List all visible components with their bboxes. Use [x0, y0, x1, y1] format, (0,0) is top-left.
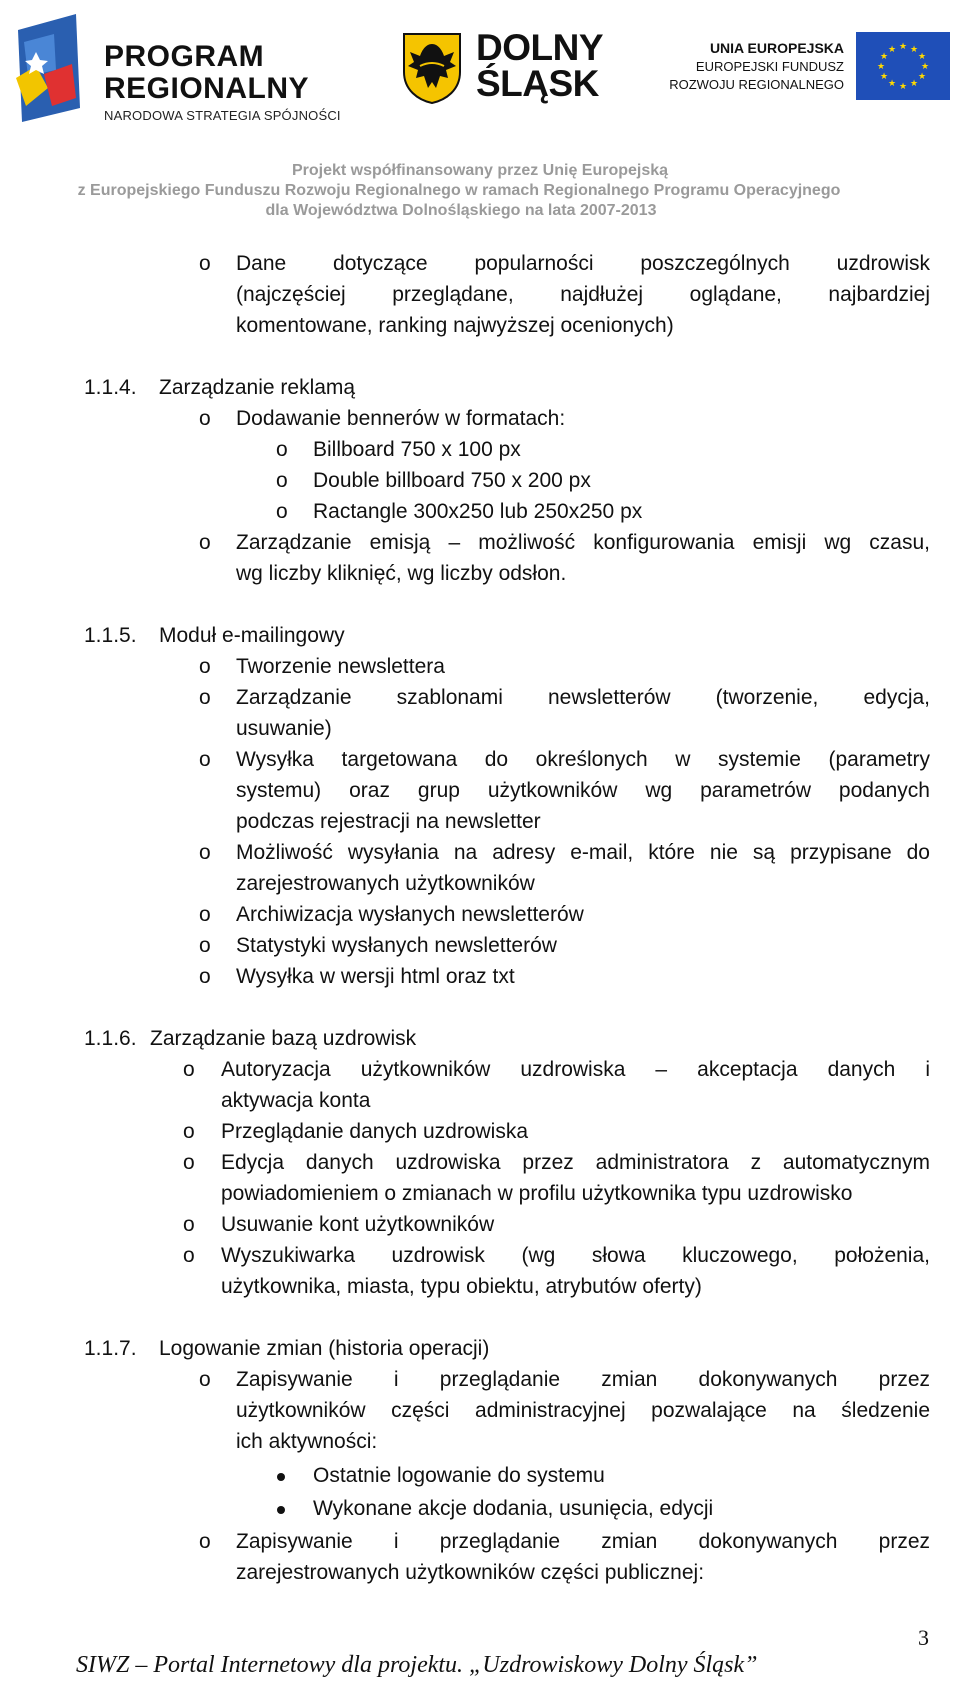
bullet-o: o	[199, 686, 211, 709]
list-item: Wysyłka targetowana do określonych w systemie (parametry	[236, 748, 930, 771]
eu-logo-line2: EUROPEJSKI FUNDUSZ	[695, 59, 844, 74]
section-title: Moduł e-mailingowy	[159, 624, 345, 647]
list-item: Statystyki wysłanych newsletterów	[236, 934, 557, 957]
eagle-crest-icon	[402, 32, 462, 104]
section-title: Logowanie zmian (historia operacji)	[159, 1337, 490, 1360]
svg-text:★: ★	[917, 52, 927, 62]
eu-logo-line3: ROZWOJU REGIONALNEGO	[669, 77, 844, 92]
svg-text:★: ★	[887, 45, 897, 55]
list-item-cont: powiadomieniem o zmianach w profilu użytkownika typu uzdrowisko	[221, 1182, 853, 1205]
bullet-o: o	[199, 965, 211, 988]
list-item: Wyszukiwarka uzdrowisk (wg słowa kluczowego, położenia,	[221, 1244, 930, 1267]
bullet-o: o	[276, 469, 288, 492]
list-item: Zarządzanie emisją – możliwość konfigurowania emisji wg czasu,	[236, 531, 930, 554]
bullet-o: o	[199, 934, 211, 957]
svg-text:★: ★	[917, 72, 927, 82]
cofund-line-3: dla Województwa Dolnośląskiego na lata 2007-2013	[265, 202, 657, 219]
svg-text:★: ★	[879, 72, 889, 82]
bullet-o: o	[183, 1151, 195, 1174]
list-item-cont: usuwanie)	[236, 717, 332, 740]
sub-list-item: Ostatnie logowanie do systemu	[313, 1464, 605, 1487]
list-item-cont: podczas rejestracji na newsletter	[236, 810, 541, 833]
bullet-o: o	[276, 438, 288, 461]
intro-line-2: (najczęściej przeglądane, najdłużej oglądane, najbardziej	[236, 283, 930, 306]
sub-list-item: Billboard 750 x 100 px	[313, 438, 521, 461]
sub-list-item: Ractangle 300x250 lub 250x250 px	[313, 500, 643, 523]
page-number: 3	[918, 1625, 929, 1650]
page-footer: SIWZ – Portal Internetowy dla projektu. „Uzdrowiskowy Dolny Śląsk”	[76, 1652, 758, 1678]
program-logo-line2: REGIONALNY	[104, 72, 310, 105]
bullet-o: o	[199, 407, 211, 430]
list-item-cont: systemu) oraz grup użytkowników wg parametrów podanych	[236, 779, 930, 802]
list-item: Zapisywanie i przeglądanie zmian dokonywanych przez	[236, 1368, 930, 1391]
cofund-line-2: z Europejskiego Funduszu Rozwoju Regionalnego w ramach Regionalnego Programu Operacyjnego	[77, 182, 841, 199]
intro-line-3: komentowane, ranking najwyższej ocenionych)	[236, 314, 674, 337]
list-item: Edycja danych uzdrowiska przez administratora z automatycznym	[221, 1151, 930, 1174]
svg-text:★: ★	[909, 79, 919, 89]
list-item: Tworzenie newslettera	[236, 655, 445, 678]
bullet-o: o	[199, 841, 211, 864]
list-item-cont: ich aktywności:	[236, 1430, 378, 1453]
eu-flag-icon	[856, 32, 950, 100]
svg-text:★: ★	[920, 62, 930, 72]
list-item-cont: użytkownika, miasta, typu obiektu, atrybutów oferty)	[221, 1275, 702, 1298]
bullet-o: o	[199, 1368, 211, 1391]
sub-list-item: Wykonane akcje dodania, usunięcia, edycji	[313, 1497, 714, 1520]
svg-text:★: ★	[898, 42, 908, 52]
svg-text:★: ★	[898, 82, 908, 92]
bullet-o: o	[199, 531, 211, 554]
list-item-cont: zarejestrowanych użytkowników	[236, 872, 535, 895]
section-number: 1.1.4.	[84, 376, 137, 399]
svg-text:★: ★	[876, 62, 886, 72]
section-number: 1.1.5.	[84, 624, 137, 647]
list-item: Archiwizacja wysłanych newsletterów	[236, 903, 584, 926]
section-number: 1.1.6.	[84, 1027, 137, 1050]
bullet-o: o	[183, 1244, 195, 1267]
list-item-cont: aktywacja konta	[221, 1089, 371, 1112]
intro-line-1: Dane dotyczące popularności poszczególnych uzdrowisk	[236, 252, 930, 275]
program-logo-line3: NARODOWA STRATEGIA SPÓJNOŚCI	[104, 108, 341, 123]
list-item: Możliwość wysyłania na adresy e-mail, które nie są przypisane do	[236, 841, 930, 864]
list-item: Dodawanie bennerów w formatach:	[236, 407, 566, 430]
list-item-cont: użytkowników części administracyjnej pozwalające na śledzenie	[236, 1399, 930, 1422]
bullet-o: o	[199, 252, 211, 275]
svg-text:★: ★	[879, 52, 889, 62]
bullet-o: o	[199, 655, 211, 678]
list-item-cont: zarejestrowanych użytkowników części publicznej:	[236, 1561, 705, 1584]
dolny-slask-logo	[402, 28, 612, 108]
bullet-o: o	[199, 748, 211, 771]
program-regionalny-logo	[14, 12, 344, 122]
svg-text:★: ★	[909, 45, 919, 55]
bullet-o: o	[183, 1213, 195, 1236]
bullet-dot-icon	[277, 1473, 285, 1481]
list-item: Usuwanie kont użytkowników	[221, 1213, 495, 1236]
list-item: Wysyłka w wersji html oraz txt	[236, 965, 515, 988]
bullet-o: o	[183, 1058, 195, 1081]
dolny-logo-line2: ŚLĄSK	[476, 63, 599, 104]
list-item: Zapisywanie i przeglądanie zmian dokonywanych przez	[236, 1530, 930, 1553]
bullet-dot-icon	[277, 1506, 285, 1514]
eu-logo-line1: UNIA EUROPEJSKA	[709, 40, 844, 56]
bullet-o: o	[199, 903, 211, 926]
section-title: Zarządzanie bazą uzdrowisk	[150, 1027, 417, 1050]
section-title: Zarządzanie reklamą	[159, 376, 356, 399]
section-number: 1.1.7.	[84, 1337, 137, 1360]
cofund-line-1: Projekt współfinansowany przez Unię Europejską	[291, 162, 669, 179]
bullet-o: o	[183, 1120, 195, 1143]
bullet-o: o	[276, 500, 288, 523]
dolny-logo-line1: DOLNY	[476, 27, 603, 68]
program-logo-line1: PROGRAM	[104, 40, 265, 73]
list-item: Zarządzanie szablonami newsletterów (tworzenie, edycja,	[236, 686, 930, 709]
bullet-o: o	[199, 1530, 211, 1553]
list-item: Przeglądanie danych uzdrowiska	[221, 1120, 529, 1143]
sub-list-item: Double billboard 750 x 200 px	[313, 469, 591, 492]
list-item: Autoryzacja użytkowników uzdrowiska – akceptacja danych i	[221, 1058, 930, 1081]
list-item-cont: wg liczby kliknięć, wg liczby odsłon.	[236, 562, 567, 585]
svg-text:★: ★	[887, 79, 897, 89]
eu-logo	[670, 30, 950, 105]
program-regionalny-flag-icon	[14, 12, 94, 124]
